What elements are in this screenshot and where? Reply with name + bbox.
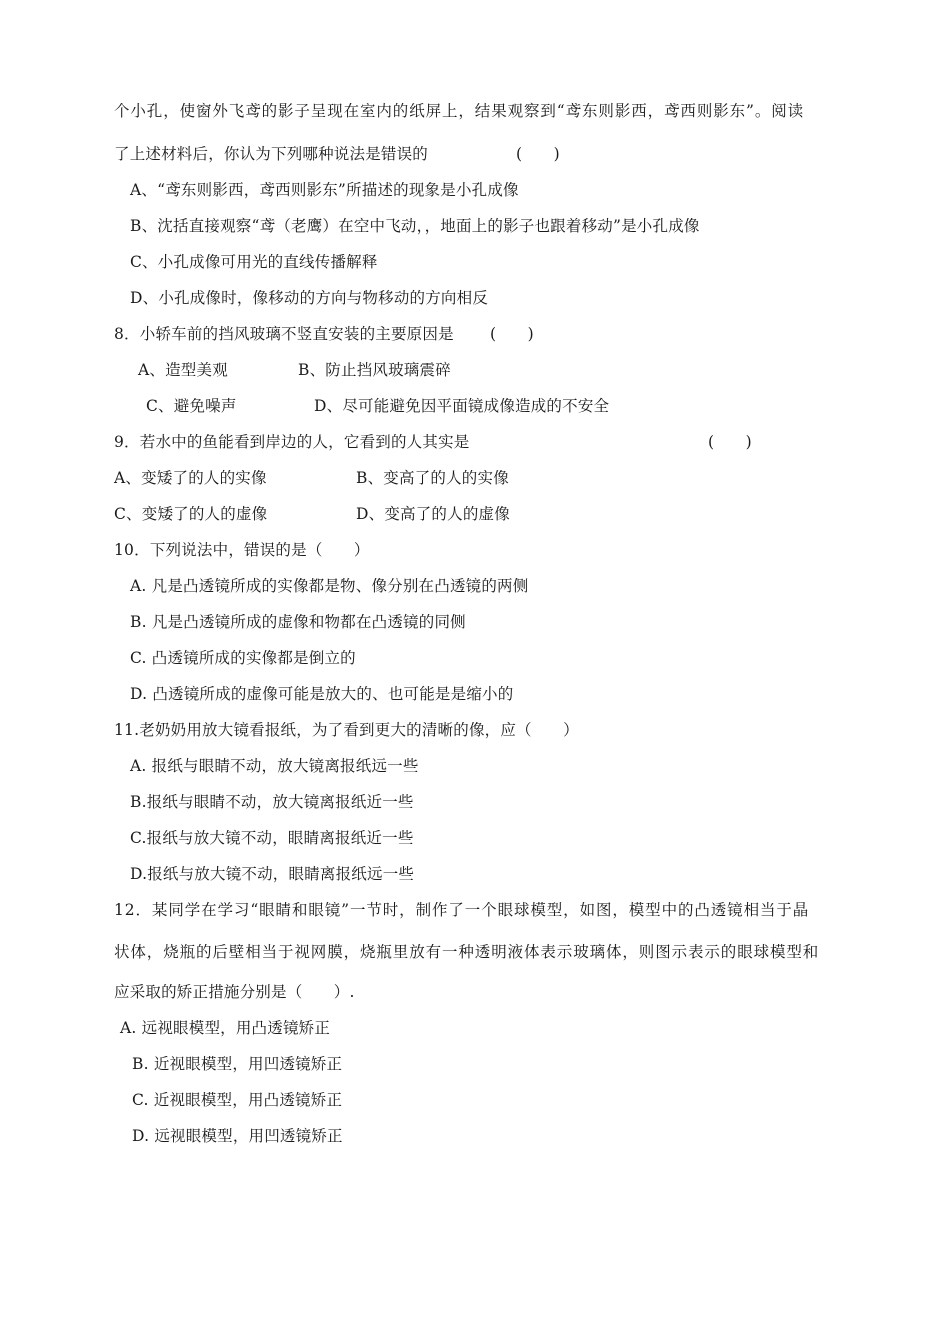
q7-option-d: D、小孔成像时，像移动的方向与物移动的方向相反: [130, 289, 489, 307]
q8-stem: 8．小轿车前的挡风玻璃不竖直安装的主要原因是: [114, 325, 454, 343]
q7-option-b: B、沈括直接观察“鸢（老鹰）在空中飞动，，地面上的影子也跟着移动”是小孔成像: [130, 217, 700, 235]
q9-option-b: B、变高了的人的实像: [356, 469, 509, 487]
q11-option-b: B.报纸与眼睛不动，放大镜离报纸近一些: [130, 793, 414, 811]
q7-option-c: C、小孔成像可用光的直线传播解释: [130, 253, 378, 271]
q11-option-d: D.报纸与放大镜不动，眼睛离报纸远一些: [130, 865, 415, 883]
q12-option-d: D. 远视眼模型，用凹透镜矫正: [132, 1127, 343, 1145]
q8-option-b: B、防止挡风玻璃震碎: [298, 361, 451, 379]
q10-option-b: B. 凡是凸透镜所成的虚像和物都在凸透镜的同侧: [130, 613, 466, 631]
q9-option-d: D、变高了的人的虚像: [356, 505, 510, 523]
q11-option-c: C.报纸与放大镜不动，眼睛离报纸近一些: [130, 829, 414, 847]
q12-option-c: C. 近视眼模型，用凸透镜矫正: [132, 1091, 343, 1109]
q7-stem-line1: 个小孔，使窗外飞鸢的影子呈现在室内的纸屏上，结果观察到“鸢东则影西，鸢西则影东”。阅读: [114, 102, 805, 120]
q12-stem-line3: 应采取的矫正措施分别是（ ）.: [114, 983, 355, 1001]
q12-stem-line1: 12．某同学在学习“眼睛和眼镜”一节时，制作了一个眼球模型，如图，模型中的凸透镜相当于晶: [114, 901, 810, 919]
q11-stem: 11.老奶奶用放大镜看报纸，为了看到更大的清晰的像，应（ ）: [114, 721, 579, 739]
q9-answer-bracket: ( ): [708, 433, 752, 451]
q8-option-c: C、避免噪声: [146, 397, 237, 415]
q8-option-a: A、造型美观: [138, 361, 228, 379]
q10-option-c: C. 凸透镜所成的实像都是倒立的: [130, 649, 356, 667]
q12-option-b: B. 近视眼模型，用凹透镜矫正: [132, 1055, 343, 1073]
q9-option-a: A、变矮了的人的实像: [114, 469, 267, 487]
q7-stem-line2: 了上述材料后，你认为下列哪种说法是错误的: [114, 145, 429, 163]
q7-answer-bracket: ( ): [516, 145, 560, 163]
q10-option-d: D. 凸透镜所成的虚像可能是放大的、也可能是是缩小的: [130, 685, 514, 703]
q8-answer-bracket: ( ): [490, 325, 534, 343]
q12-option-a: A. 远视眼模型，用凸透镜矫正: [120, 1019, 331, 1037]
q10-option-a: A. 凡是凸透镜所成的实像都是物、像分别在凸透镜的两侧: [130, 577, 529, 595]
q12-stem-line2: 状体，烧瓶的后壁相当于视网膜，烧瓶里放有一种透明液体表示玻璃体，则图示表示的眼球模型和: [114, 943, 820, 961]
q11-option-a: A. 报纸与眼睛不动，放大镜离报纸远一些: [130, 757, 419, 775]
q8-option-d: D、尽可能避免因平面镜成像造成的不安全: [314, 397, 610, 415]
q9-option-c: C、变矮了的人的虚像: [114, 505, 268, 523]
q7-option-a: A、“鸢东则影西，鸢西则影东”所描述的现象是小孔成像: [130, 181, 519, 199]
q9-stem: 9．若水中的鱼能看到岸边的人，它看到的人其实是: [114, 433, 470, 451]
q10-stem: 10．下列说法中，错误的是（ ）: [114, 541, 370, 559]
